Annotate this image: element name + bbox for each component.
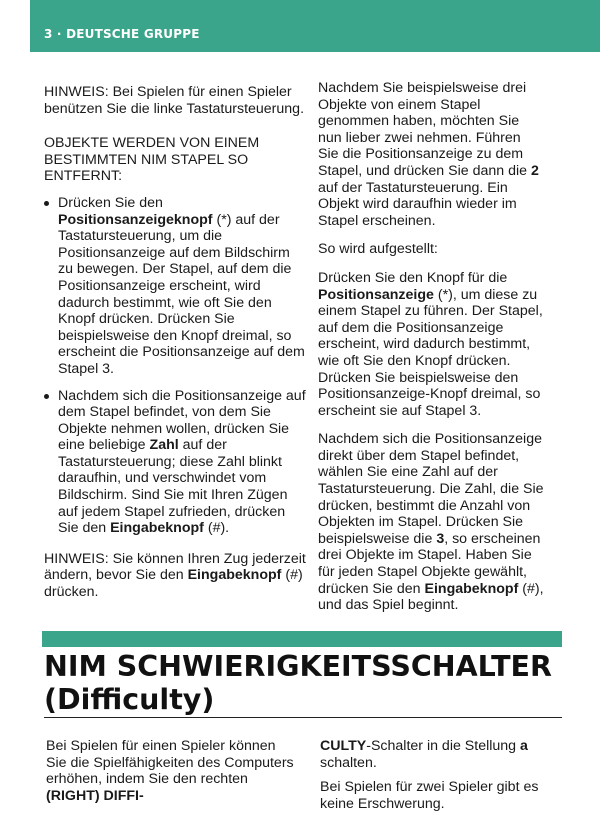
page-header: 3 · DEUTSCHE GRUPPE xyxy=(44,27,200,41)
bullet-text: auf der Tastatursteuerung; diese Zahl blinkt daraufhin, und verschwindet vom Bildschirm. Sind Sie mit Ihren Zügen auf jedem Stapel zufrieden, drücken Sie den xyxy=(58,437,288,537)
keyword: Positionsanzeige xyxy=(318,286,434,303)
paragraph xyxy=(46,738,294,804)
bottom-left-column xyxy=(46,738,294,812)
paragraph-text: -Schalter in die Stellung xyxy=(366,738,517,754)
paragraph xyxy=(318,270,544,419)
keyword: 3 xyxy=(436,530,445,547)
section-subheading: OBJEKTE WERDEN VON EINEM BESTIMMTEN NIM STAPEL SO ENTFERNT: xyxy=(44,135,260,185)
hinweis-note-1 xyxy=(44,84,306,117)
keyword: CULTY xyxy=(320,738,367,754)
hinweis-text: (#) drücken. xyxy=(44,567,303,601)
keyword: Eingabeknopf xyxy=(424,580,519,597)
hinweis-text: Bei Spielen für einen Spieler benützen Sie die linke Tastatursteuerung. xyxy=(44,84,305,117)
bullet-text: (#). xyxy=(207,520,230,537)
keyword: Positionsanzeigeknopf xyxy=(58,211,213,228)
section-title-line: NIM SCHWIERIGKEITSSCHALTER xyxy=(44,650,552,683)
list-item xyxy=(44,195,306,378)
keyword: Zahl xyxy=(149,437,179,454)
header-bar xyxy=(30,0,600,52)
section-title-line: (Difficulty) xyxy=(44,683,215,716)
bottom-right-column xyxy=(320,738,548,820)
paragraph-text: auf der Tastatursteuerung. Ein Objekt wird daraufhin wieder im Stapel erscheinen. xyxy=(318,179,517,229)
paragraph-text: Bei Spielen für einen Spieler können Sie die Spielfähigkeiten des Computers erhöhen, indem Sie den rechten xyxy=(46,738,294,788)
paragraph-text: schalten. xyxy=(320,754,377,771)
hinweis-note-2 xyxy=(44,551,306,601)
keyword: (RIGHT) DIFFI- xyxy=(46,787,144,804)
paragraph xyxy=(318,80,544,229)
left-column xyxy=(44,84,306,613)
keyword: Eingabeknopf xyxy=(110,520,204,537)
title-underline xyxy=(44,717,562,718)
paragraph-text: , so erscheinen drei Objekte im Stapel. Haben Sie für jeden Stapel Objekte gewählt, drücken Sie den xyxy=(318,530,541,597)
paragraph: So wird aufgestellt: xyxy=(318,241,438,258)
instruction-list xyxy=(44,195,306,537)
paragraph-text: (#), und das Spiel beginnt. xyxy=(318,580,544,614)
paragraph: Bei Spielen für zwei Spieler gibt es keine Erschwerung. xyxy=(320,779,539,812)
hinweis-text: Sie können Ihren Zug jederzeit ändern, bevor Sie den xyxy=(44,550,306,584)
section-title xyxy=(44,650,564,716)
list-item xyxy=(44,388,306,537)
paragraph-text: Nachdem Sie beispielsweise drei Objekte von einem Stapel genommen haben, möchten Sie nun lieber zwei nehmen. Führen Sie die Positionsanzeige zu dem Stapel, und drücken Sie dann die xyxy=(318,80,528,179)
bullet-text: Drücken Sie den xyxy=(58,194,163,211)
hinweis-label: HINWEIS: xyxy=(44,84,109,100)
keyword: 2 xyxy=(530,162,539,179)
paragraph-text: Drücken Sie den Knopf für die xyxy=(318,269,508,286)
bullet-text: Nachdem sich die Positionsanzeige auf dem Stapel befindet, von dem Sie Objekte nehmen wollen, drücken Sie eine beliebige xyxy=(58,387,306,454)
section-divider-bar xyxy=(42,631,562,647)
paragraph xyxy=(320,738,548,771)
keyword: Eingabeknopf xyxy=(187,567,282,584)
hinweis-label: HINWEIS: xyxy=(44,550,109,567)
paragraph-text: Nachdem sich die Positionsanzeige direkt über dem Stapel befindet, wählen Sie eine Zahl auf der Tastatursteuerung. Die Zahl, die Sie drücken, bestimmt die Anzahl von Objekten im Stapel. Drücken Sie beispielsweise die xyxy=(318,431,544,547)
paragraph-text: (*), um diese zu einem Stapel zu führen. Der Stapel, auf dem die Positionsanzeige erscheint, wird dadurch bestimmt, wie oft Sie den Knopf drücken. Drücken Sie beispielsweise den Positionsanzeige-Knopf dreimal, so erscheint sie auf Stapel 3. xyxy=(318,286,543,419)
bullet-text: (*) auf der Tastatursteuerung, um die Positionsanzeige auf dem Bildschirm zu bewegen. Der Stapel, auf dem die Positionsanzeige erscheint, wird dadurch bestimmt, wie oft Sie den Knopf drücken. Drücken Sie beispielsweise den Knopf dreimal, so erscheint die Positionsanzeige auf dem Stapel 3. xyxy=(58,211,305,377)
right-column xyxy=(318,80,544,626)
keyword: a xyxy=(520,738,528,754)
paragraph xyxy=(318,431,544,614)
